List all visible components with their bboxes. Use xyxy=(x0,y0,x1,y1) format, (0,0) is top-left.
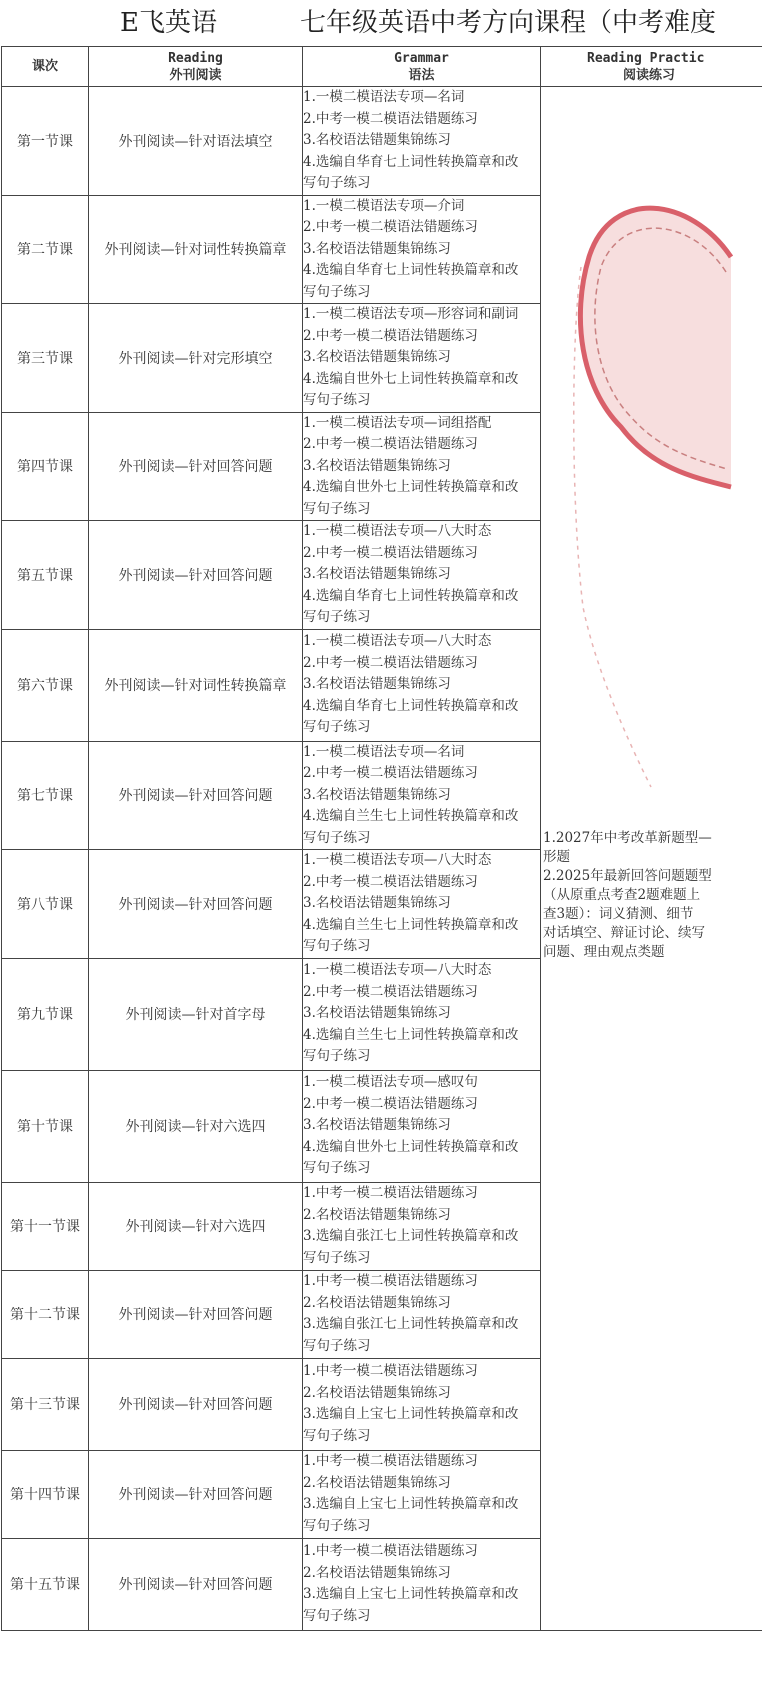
grammar-line: 2.中考一模二模语法错题练习 xyxy=(303,327,478,344)
practice-line: 查3题）：词义猜测、细节 xyxy=(543,906,694,922)
grammar-line: 4.选编自兰生七上词性转换篇章和改 xyxy=(303,808,519,824)
header-row xyxy=(2,47,762,87)
grammar-line: 1.中考一模二模语法错题练习 xyxy=(303,1273,478,1289)
grammar-line: 写句子练习 xyxy=(303,938,371,954)
grammar-cell xyxy=(303,521,541,630)
practice-line: 形题 xyxy=(543,849,570,865)
grammar-line: 写句子练习 xyxy=(303,1249,371,1266)
grammar-line: 写句子练习 xyxy=(303,829,371,846)
practice-line: 对话填空、辩证讨论、续写 xyxy=(543,925,705,941)
grammar-cell xyxy=(303,1070,541,1182)
reading-cell: 外刊阅读—针对回答问题 xyxy=(89,1358,303,1450)
grammar-line: 2.名校语法错题集锦练习 xyxy=(303,1564,451,1581)
grammar-line: 写句子练习 xyxy=(303,609,371,625)
header-grammar: Grammar 语法 xyxy=(303,47,541,87)
reading-cell: 外刊阅读—针对回答问题 xyxy=(89,1450,303,1538)
grammar-line: 3.名校语法错题集锦练习 xyxy=(303,457,451,474)
course-table xyxy=(1,46,762,1631)
reading-cell: 外刊阅读—针对回答问题 xyxy=(89,850,303,959)
table-row xyxy=(2,87,762,196)
grammar-line: 2.中考一模二模语法错题练习 xyxy=(303,219,478,235)
grammar-line: 写句子练习 xyxy=(303,1607,371,1624)
grammar-line: 1.中考一模二模语法错题练习 xyxy=(303,1363,478,1379)
grammar-line: 3.名校语法错题集锦练习 xyxy=(303,1005,451,1022)
practice-notes xyxy=(543,829,762,962)
grammar-line: 4.选编自华育七上词性转换篇章和改 xyxy=(303,262,519,278)
grammar-cell xyxy=(303,304,541,413)
reading-cell: 外刊阅读—针对六选四 xyxy=(89,1182,303,1270)
grammar-line: 1.中考一模二模语法错题练习 xyxy=(303,1453,478,1469)
grammar-line: 3.名校语法错题集锦练习 xyxy=(303,132,451,148)
lesson-cell: 第五节课 xyxy=(2,521,89,630)
grammar-line: 2.中考一模二模语法错题练习 xyxy=(303,873,478,890)
heart-decoration xyxy=(541,87,761,1387)
grammar-line: 4.选编自世外七上词性转换篇章和改 xyxy=(303,370,519,387)
grammar-cell xyxy=(303,741,541,850)
grammar-line: 写句子练习 xyxy=(303,500,371,517)
reading-cell: 外刊阅读—针对回答问题 xyxy=(89,412,303,521)
grammar-cell xyxy=(303,1182,541,1270)
reading-cell: 外刊阅读—针对词性转换篇章 xyxy=(89,629,303,741)
header-lesson: 课次 xyxy=(2,47,89,87)
lesson-cell: 第十二节课 xyxy=(2,1270,89,1358)
header-reading: Reading 外刊阅读 xyxy=(89,47,303,87)
reading-cell: 外刊阅读—针对首字母 xyxy=(89,958,303,1070)
grammar-line: 4.选编自兰生七上词性转换篇章和改 xyxy=(303,1026,519,1043)
grammar-line: 写句子练习 xyxy=(303,1517,371,1534)
grammar-line: 写句子练习 xyxy=(303,1160,371,1177)
grammar-line: 2.中考一模二模语法错题练习 xyxy=(303,544,478,561)
lesson-cell: 第九节课 xyxy=(2,958,89,1070)
practice-line: （从原重点考查2题难题上 xyxy=(543,887,701,903)
grammar-cell xyxy=(303,1538,541,1630)
lesson-cell: 第六节课 xyxy=(2,629,89,741)
grammar-line: 1.一模二模语法专项—八大时态 xyxy=(303,633,492,650)
reading-cell: 外刊阅读—针对回答问题 xyxy=(89,521,303,630)
grammar-line: 3.选编自上宝七上词性转换篇章和改 xyxy=(303,1406,519,1422)
grammar-line: 写句子练习 xyxy=(303,392,371,408)
grammar-line: 1.一模二模语法专项—名词 xyxy=(303,89,465,105)
grammar-line: 1.一模二模语法专项—八大时态 xyxy=(303,962,492,979)
reading-cell: 外刊阅读—针对回答问题 xyxy=(89,1538,303,1630)
course-table-body xyxy=(2,87,762,1631)
grammar-line: 1.中考一模二模语法错题练习 xyxy=(303,1185,478,1201)
grammar-line: 写句子练习 xyxy=(303,175,371,191)
grammar-line: 写句子练习 xyxy=(303,1048,371,1065)
grammar-line: 1.一模二模语法专项—感叹句 xyxy=(303,1074,478,1091)
reading-cell: 外刊阅读—针对词性转换篇章 xyxy=(89,195,303,304)
lesson-cell: 第七节课 xyxy=(2,741,89,850)
grammar-cell xyxy=(303,412,541,521)
practice-line: 问题、理由观点类题 xyxy=(543,944,665,960)
grammar-line: 2.中考一模二模语法错题练习 xyxy=(303,983,478,1000)
grammar-line: 2.名校语法错题集锦练习 xyxy=(303,1206,451,1223)
grammar-line: 4.选编自华育七上词性转换篇章和改 xyxy=(303,587,519,604)
grammar-cell xyxy=(303,1358,541,1450)
grammar-line: 2.中考一模二模语法错题练习 xyxy=(303,765,478,781)
lesson-cell: 第十四节课 xyxy=(2,1450,89,1538)
lesson-cell: 第八节课 xyxy=(2,850,89,959)
grammar-line: 3.名校语法错题集锦练习 xyxy=(303,349,451,365)
reading-cell: 外刊阅读—针对六选四 xyxy=(89,1070,303,1182)
grammar-line: 3.名校语法错题集锦练习 xyxy=(303,676,451,693)
course-title: 七年级英语中考方向课程（中考难度 xyxy=(300,8,717,38)
grammar-line: 1.一模二模语法专项—八大时态 xyxy=(303,523,492,539)
lesson-cell: 第十五节课 xyxy=(2,1538,89,1630)
grammar-line: 2.名校语法错题集锦练习 xyxy=(303,1294,451,1311)
grammar-line: 2.中考一模二模语法错题练习 xyxy=(303,654,478,671)
practice-line: 1.2027年中考改革新题型— xyxy=(543,830,712,846)
practice-cell xyxy=(541,87,762,1631)
reading-cell: 外刊阅读—针对语法填空 xyxy=(89,87,303,196)
grammar-cell xyxy=(303,1270,541,1358)
grammar-line: 写句子练习 xyxy=(303,719,371,736)
grammar-line: 1.一模二模语法专项—形容词和副词 xyxy=(303,306,519,322)
grammar-line: 3.名校语法错题集锦练习 xyxy=(303,786,451,803)
practice-line: 2.2025年最新回答问题题型 xyxy=(543,868,712,884)
grammar-line: 4.选编自兰生七上词性转换篇章和改 xyxy=(303,916,519,933)
grammar-cell xyxy=(303,1450,541,1538)
header-practice: Reading Practic 阅读练习 xyxy=(541,47,762,87)
grammar-line: 2.名校语法错题集锦练习 xyxy=(303,1474,451,1491)
lesson-cell: 第二节课 xyxy=(2,195,89,304)
grammar-line: 3.名校语法错题集锦练习 xyxy=(303,240,451,257)
grammar-line: 4.选编自华育七上词性转换篇章和改 xyxy=(303,153,519,170)
grammar-line: 2.名校语法错题集锦练习 xyxy=(303,1384,451,1401)
lesson-cell: 第一节课 xyxy=(2,87,89,196)
grammar-line: 1.一模二模语法专项—介词 xyxy=(303,197,465,214)
grammar-line: 4.选编自世外七上词性转换篇章和改 xyxy=(303,1138,519,1155)
lesson-cell: 第四节课 xyxy=(2,412,89,521)
grammar-cell xyxy=(303,195,541,304)
reading-cell: 外刊阅读—针对回答问题 xyxy=(89,741,303,850)
grammar-line: 写句子练习 xyxy=(303,1337,371,1354)
grammar-line: 3.选编自上宝七上词性转换篇章和改 xyxy=(303,1586,519,1602)
grammar-line: 3.选编自上宝七上词性转换篇章和改 xyxy=(303,1496,519,1512)
grammar-cell xyxy=(303,629,541,741)
grammar-line: 写句子练习 xyxy=(303,283,371,300)
grammar-cell xyxy=(303,87,541,196)
grammar-cell xyxy=(303,958,541,1070)
grammar-line: 3.名校语法错题集锦练习 xyxy=(303,566,451,582)
grammar-line: 写句子练习 xyxy=(303,1427,371,1444)
brand-name: E飞英语 xyxy=(120,8,217,38)
reading-cell: 外刊阅读—针对完形填空 xyxy=(89,304,303,413)
lesson-cell: 第十节课 xyxy=(2,1070,89,1182)
grammar-cell xyxy=(303,850,541,959)
grammar-line: 3.名校语法错题集锦练习 xyxy=(303,1117,451,1134)
grammar-line: 1.一模二模语法专项—八大时态 xyxy=(303,852,492,868)
lesson-cell: 第三节课 xyxy=(2,304,89,413)
grammar-line: 1.中考一模二模语法错题练习 xyxy=(303,1543,478,1559)
grammar-line: 3.选编自张江七上词性转换篇章和改 xyxy=(303,1228,519,1244)
grammar-line: 1.一模二模语法专项—词组搭配 xyxy=(303,414,492,431)
grammar-line: 3.名校语法错题集锦练习 xyxy=(303,895,451,911)
grammar-line: 2.中考一模二模语法错题练习 xyxy=(303,110,478,127)
grammar-line: 4.选编自世外七上词性转换篇章和改 xyxy=(303,479,519,495)
grammar-line: 4.选编自华育七上词性转换篇章和改 xyxy=(303,697,519,714)
lesson-cell: 第十一节课 xyxy=(2,1182,89,1270)
grammar-line: 2.中考一模二模语法错题练习 xyxy=(303,1095,478,1112)
grammar-line: 2.中考一模二模语法错题练习 xyxy=(303,436,478,452)
reading-cell: 外刊阅读—针对回答问题 xyxy=(89,1270,303,1358)
grammar-line: 1.一模二模语法专项—名词 xyxy=(303,743,465,760)
grammar-line: 3.选编自张江七上词性转换篇章和改 xyxy=(303,1316,519,1332)
lesson-cell: 第十三节课 xyxy=(2,1358,89,1450)
